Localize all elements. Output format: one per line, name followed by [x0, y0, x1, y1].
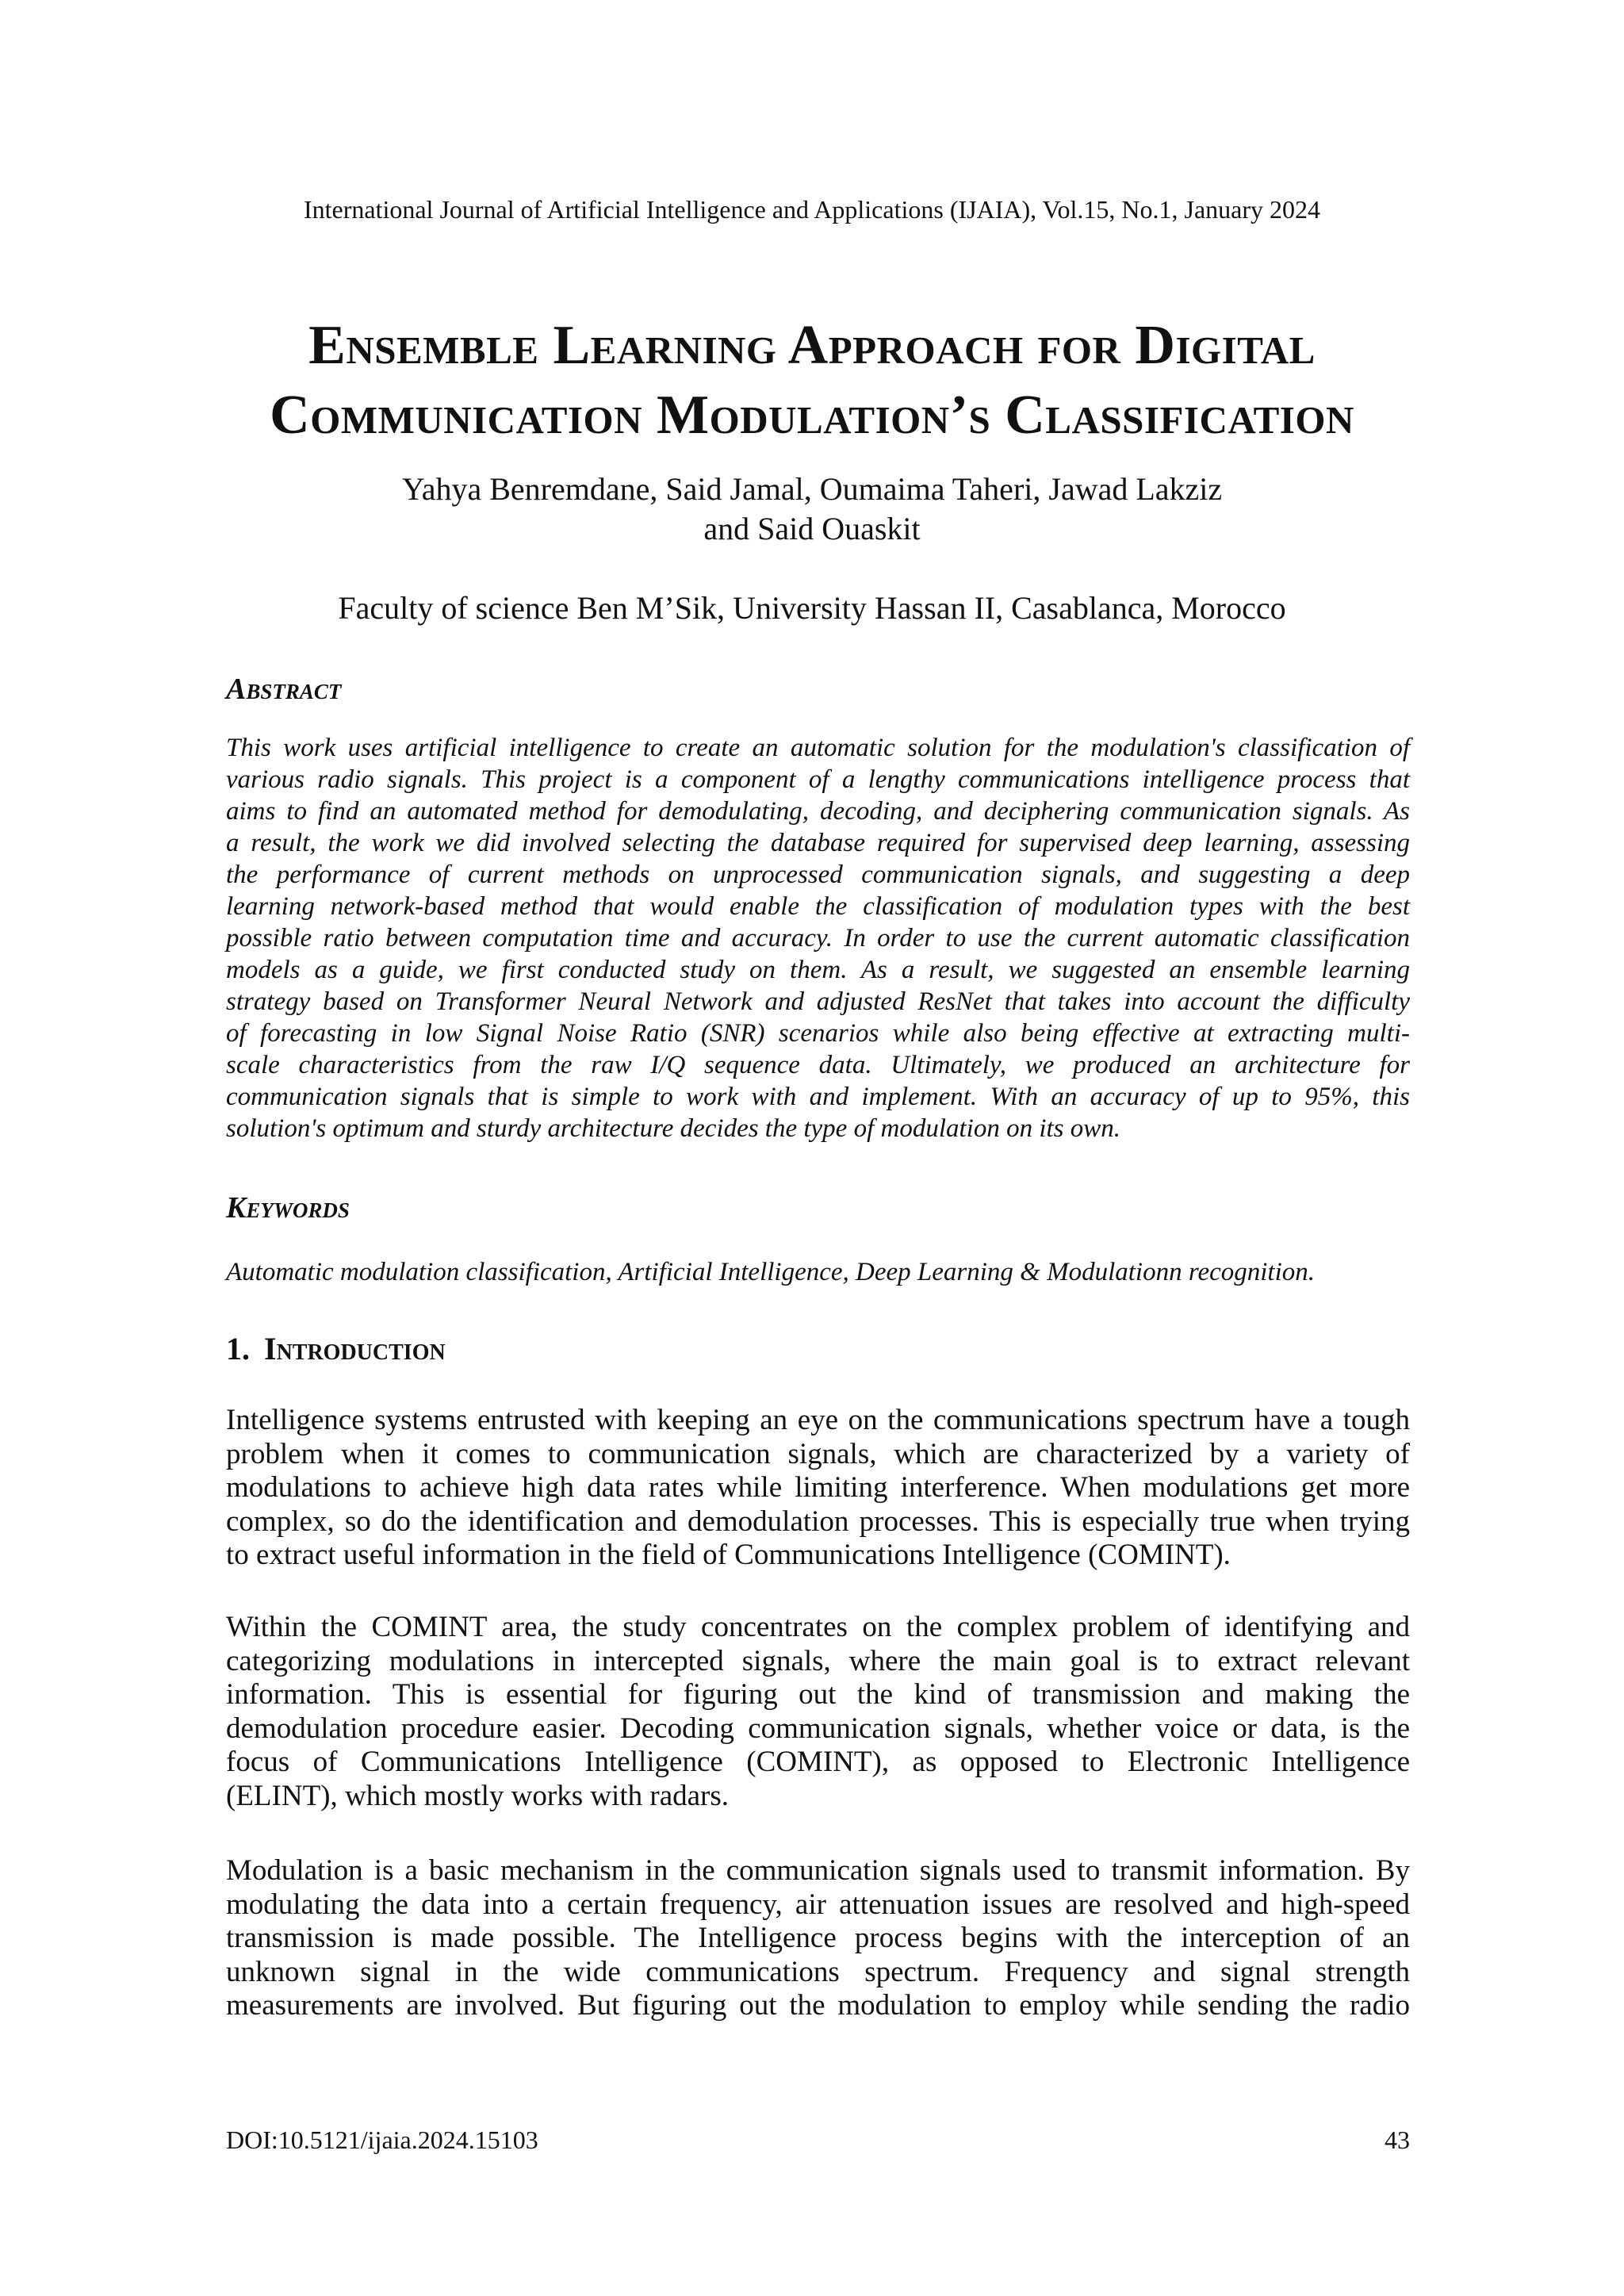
paragraph-line: to extract useful information in the field of Communications Intelligence (COMINT). [226, 1539, 1231, 1571]
abstract-line: possible ratio between computation time and accuracy. In order to use the current automatic classification [226, 924, 1410, 953]
abstract-line: This work uses artificial intelligence to create an automatic solution for the modulation's classification of [226, 734, 1410, 762]
paragraph-line: measurements are involved. But figuring out the modulation to employ while sending the radio [226, 1989, 1410, 2022]
paragraph-line: modulating the data into a certain frequency, air attenuation issues are resolved and high-speed [226, 1888, 1410, 1921]
abstract-line: communication signals that is simple to work with and implement. With an accuracy of up to 95%, this [226, 1083, 1410, 1111]
abstract-line: learning network-based method that would enable the classification of modulation types with the best [226, 892, 1410, 921]
intro-paragraph-1 [226, 1404, 1410, 1573]
intro-paragraph-2 [226, 1611, 1410, 1813]
abstract-heading: Abstract [226, 673, 342, 706]
abstract-line: models as a guide, we first conducted study on them. As a result, we suggested an ensemble learning [226, 956, 1410, 984]
paragraph-line: complex, so do the identification and demodulation processes. This is especially true when trying [226, 1504, 1410, 1538]
paragraph-line: problem when it comes to communication signals, which are characterized by a variety of [226, 1437, 1410, 1470]
introduction-heading [226, 1330, 446, 1368]
paragraph-line: Within the COMINT area, the study concentrates on the complex problem of identifying and [226, 1611, 1410, 1643]
abstract-body [226, 732, 1410, 1144]
doi-footer: DOI:10.5121/ijaia.2024.15103 [226, 2125, 538, 2154]
abstract-line: aims to find an automated method for demodulating, decoding, and deciphering communication signals. As [226, 797, 1410, 826]
abstract-line: scale characteristics from the raw I/Q sequence data. Ultimately, we produced an architecture for [226, 1051, 1410, 1079]
paragraph-line: Modulation is a basic mechanism in the communication signals used to transmit information. By [226, 1854, 1410, 1887]
paragraph-line: transmission is made possible. The Intelligence process begins with the interception of an [226, 1922, 1410, 1954]
keywords-body: Automatic modulation classification, Artificial Intelligence, Deep Learning & Modulationn recognition. [226, 1258, 1315, 1286]
paragraph-line: unknown signal in the wide communications spectrum. Frequency and signal strength [226, 1955, 1410, 1988]
abstract-line: a result, the work we did involved selecting the database required for supervised deep learning, assessing [226, 829, 1410, 857]
title-line-2: Communication Modulation’s Classification [270, 385, 1354, 446]
paper-title [159, 311, 1465, 450]
abstract-line: strategy based on Transformer Neural Network and adjusted ResNet that takes into account the difficulty [226, 987, 1410, 1016]
authors-line-2: and Said Ouaskit [703, 511, 921, 546]
abstract-line: various radio signals. This project is a component of a lengthy communications intelligence process that [226, 765, 1410, 794]
running-header: International Journal of Artificial Intelligence and Applications (IJAIA), Vol.15, No.1, January 2024 [303, 195, 1321, 224]
paragraph-line: (ELINT), which mostly works with radars. [226, 1779, 730, 1812]
keywords-heading: Keywords [226, 1191, 350, 1225]
paragraph-line: information. This is essential for figuring out the kind of transmission and making the [226, 1678, 1410, 1711]
authors-line-1: Yahya Benremdane, Said Jamal, Oumaima Taheri, Jawad Lakziz [401, 471, 1223, 507]
paragraph-line: focus of Communications Intelligence (COMINT), as opposed to Electronic Intelligence [226, 1746, 1410, 1778]
intro-paragraph-3 [226, 1854, 1410, 2023]
page-number: 43 [1385, 2125, 1410, 2154]
section-title: Introduction [264, 1331, 446, 1366]
affiliation: Faculty of science Ben M’Sik, University Hassan II, Casablanca, Morocco [338, 590, 1286, 626]
paragraph-line: demodulation procedure easier. Decoding communication signals, whether voice or data, is the [226, 1711, 1410, 1745]
abstract-line: of forecasting in low Signal Noise Ratio (SNR) scenarios while also being effective at extracting multi- [226, 1019, 1410, 1048]
title-line-1: Ensemble Learning Approach for Digital [308, 315, 1316, 376]
abstract-line: solution's optimum and sturdy architecture decides the type of modulation on its own. [226, 1114, 1121, 1143]
paragraph-line: modulations to achieve high data rates while limiting interference. When modulations get more [226, 1471, 1410, 1504]
paragraph-line: Intelligence systems entrusted with keeping an eye on the communications spectrum have a tough [226, 1404, 1410, 1436]
author-list [238, 470, 1386, 549]
abstract-line: the performance of current methods on unprocessed communication signals, and suggesting a deep [226, 861, 1410, 889]
section-number: 1. [226, 1331, 250, 1366]
paragraph-line: categorizing modulations in intercepted signals, where the main goal is to extract relevant [226, 1644, 1410, 1677]
